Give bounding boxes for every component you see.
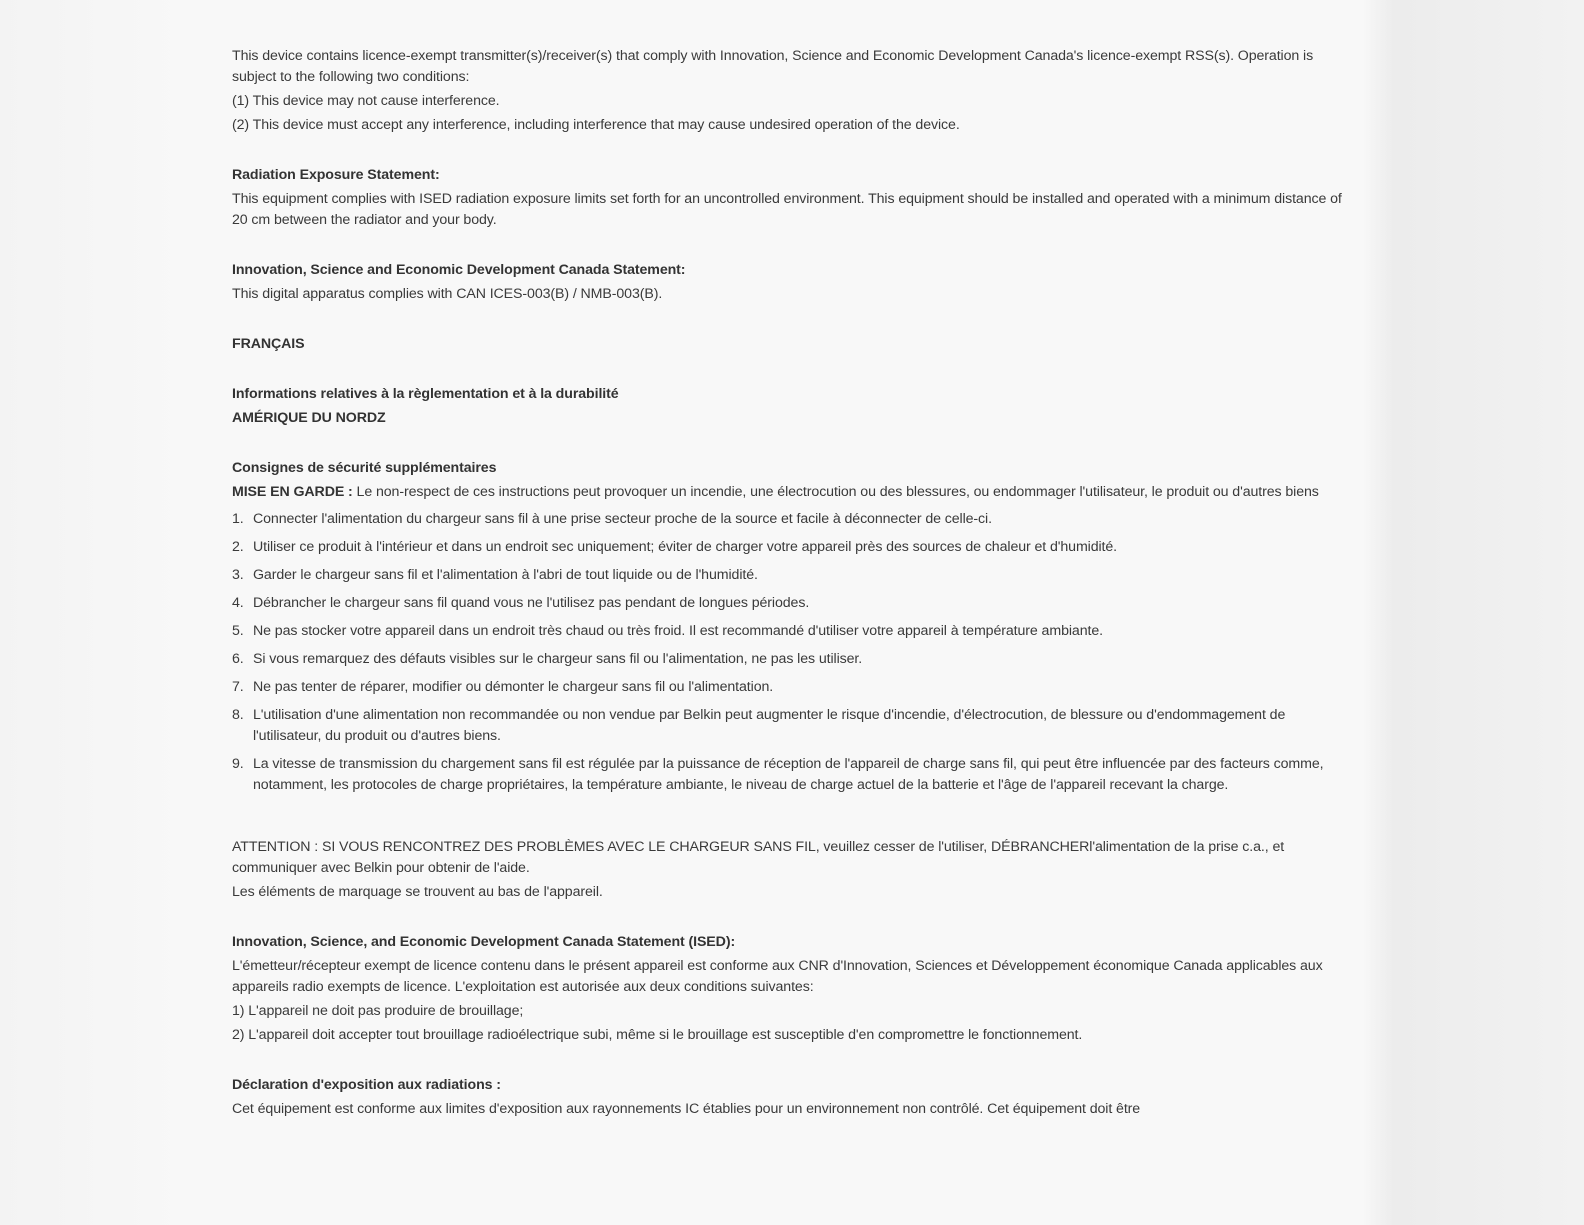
- list-item: [232, 509, 1357, 530]
- radiation-body-en: This equipment complies with ISED radiation exposure limits set forth for an uncontrolled environment. This equipment should be installed and operated with a minimum distance of 20 cm between the radiator and your body.: [232, 191, 1342, 228]
- regulatory-heading: Informations relatives à la règlementation et à la durabilité: [232, 386, 619, 402]
- list-item: [232, 754, 1357, 796]
- ised-intro-en: This device contains licence-exempt transmitter(s)/receiver(s) that comply with Innovation, Science and Economic Development Canada's licence-exempt RSS(s). Operation is subject to the following two conditions:: [232, 48, 1314, 85]
- safety-list: [232, 509, 1357, 796]
- document-content: [232, 46, 1357, 1120]
- list-item-text: Ne pas stocker votre appareil dans un endroit très chaud ou très froid. Il est recommandé d'utiliser votre appareil à température ambiante.: [253, 623, 1103, 639]
- list-item-text: Ne pas tenter de réparer, modifier ou démonter le chargeur sans fil ou l'alimentation.: [253, 679, 774, 695]
- warning-paragraph: [232, 482, 1357, 503]
- list-item-text: Utiliser ce produit à l'intérieur et dans un endroit sec uniquement; éviter de charger votre appareil près des sources de chaleur et d'humidité.: [253, 539, 1118, 555]
- warning-label: MISE EN GARDE :: [232, 484, 353, 500]
- ised-condition-1-fr: 1) L'appareil ne doit pas produire de brouillage;: [232, 1003, 524, 1019]
- list-item-text: L'utilisation d'une alimentation non recommandée ou non vendue par Belkin peut augmenter le risque d'incendie, d'électrocution, de blessure ou d'endommagement de l'utilisateur, du produit ou d'autres biens.: [253, 707, 1286, 744]
- list-item: [232, 621, 1357, 642]
- radiation-heading-en: Radiation Exposure Statement:: [232, 167, 440, 183]
- list-item: [232, 565, 1357, 586]
- ised-statement-body-en: This digital apparatus complies with CAN ICES-003(B) / NMB-003(B).: [232, 286, 663, 302]
- list-item-text: La vitesse de transmission du chargement sans fil est régulée par la puissance de réception de l'appareil de charge sans fil, qui peut être influencée par des facteurs comme, notamment, les protocoles de charge propriétaires, la température ambiante, le niveau de charge actuel de la batterie et l'âge de l'appareil recevant la charge.: [253, 756, 1324, 793]
- list-item: [232, 593, 1357, 614]
- list-item-number: 8.: [232, 707, 244, 723]
- ised-statement-heading-en: Innovation, Science and Economic Development Canada Statement:: [232, 262, 686, 278]
- ised-condition-2-fr: 2) L'appareil doit accepter tout brouillage radioélectrique subi, même si le brouillage est susceptible d'en compromettre le fonctionnement.: [232, 1027, 1083, 1043]
- list-item-text: Débrancher le chargeur sans fil quand vous ne l'utilisez pas pendant de longues périodes.: [253, 595, 810, 611]
- list-item: [232, 705, 1357, 747]
- list-item-text: Connecter l'alimentation du chargeur sans fil à une prise secteur proche de la source et facile à déconnecter de celle-ci.: [253, 511, 992, 527]
- list-item-number: 1.: [232, 511, 244, 527]
- attention-paragraph: ATTENTION : SI VOUS RENCONTREZ DES PROBLÈMES AVEC LE CHARGEUR SANS FIL, veuillez cesser de l'utiliser, DÉBRANCHERl'alimentation de la prise c.a., et communiquer avec Belkin pour obtenir de l'aide.: [232, 839, 1285, 876]
- radiation-heading-fr: Déclaration d'exposition aux radiations :: [232, 1077, 501, 1093]
- radiation-body-fr: Cet équipement est conforme aux limites d'exposition aux rayonnements IC établies pour un environnement non contrôlé. Cet équipement doit être: [232, 1101, 1141, 1117]
- ised-heading-fr: Innovation, Science, and Economic Development Canada Statement (ISED):: [232, 934, 736, 950]
- list-item-number: 9.: [232, 756, 244, 772]
- list-item-number: 4.: [232, 595, 244, 611]
- list-item: [232, 537, 1357, 558]
- ised-condition-2-en: (2) This device must accept any interference, including interference that may cause undesired operation of the device.: [232, 117, 960, 133]
- language-heading: FRANÇAIS: [232, 336, 305, 352]
- ised-condition-1-en: (1) This device may not cause interference.: [232, 93, 500, 109]
- list-item-number: 3.: [232, 567, 244, 583]
- safety-heading: Consignes de sécurité supplémentaires: [232, 460, 497, 476]
- list-item: [232, 649, 1357, 670]
- marking-paragraph: Les éléments de marquage se trouvent au bas de l'appareil.: [232, 884, 603, 900]
- list-item: [232, 677, 1357, 698]
- ised-body-fr: L'émetteur/récepteur exempt de licence contenu dans le présent appareil est conforme aux CNR d'Innovation, Sciences et Développement économique Canada applicables aux appareils radio exempts de licence. L'exploitation est autorisée aux deux conditions suivantes:: [232, 958, 1323, 995]
- list-item-number: 2.: [232, 539, 244, 555]
- list-item-text: Si vous remarquez des défauts visibles sur le chargeur sans fil ou l'alimentation, ne pas les utiliser.: [253, 651, 863, 667]
- region-heading: AMÉRIQUE DU NORDZ: [232, 410, 386, 426]
- list-item-number: 7.: [232, 679, 244, 695]
- list-item-number: 5.: [232, 623, 244, 639]
- list-item-text: Garder le chargeur sans fil et l'alimentation à l'abri de tout liquide ou de l'humidité.: [253, 567, 758, 583]
- warning-text: Le non-respect de ces instructions peut provoquer un incendie, une électrocution ou des blessures, ou endommager l'utilisateur, le produit ou d'autres biens: [352, 484, 1319, 500]
- list-item-number: 6.: [232, 651, 244, 667]
